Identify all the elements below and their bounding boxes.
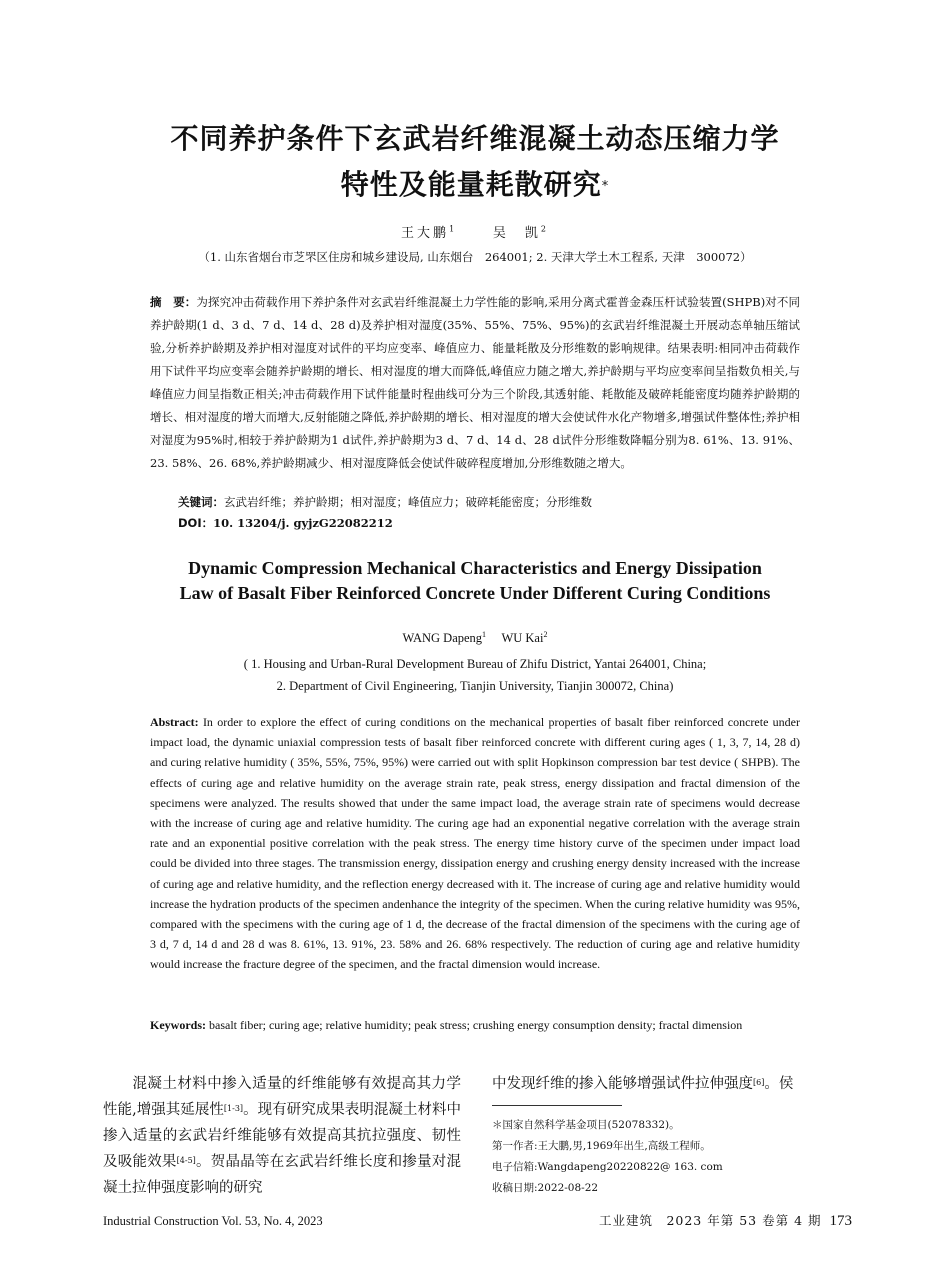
body-right-text-2: 。侯 [764, 1076, 794, 1092]
body-right-text-1: 中发现纤维的掺入能够增强试件拉伸强度 [492, 1076, 753, 1092]
author2-cn-sup: 2 [540, 224, 549, 234]
footnote-author: 第一作者:王大鹏,男,1969年出生,高级工程师。 [492, 1140, 711, 1152]
body-left-text-2: 。现有研究成果表明混凝土材料中掺入适量的玄武岩纤维能够有效提高其抗拉强度、韧性及吸能效果 [103, 1102, 462, 1170]
citation-6[interactable]: [6] [753, 1078, 765, 1087]
author2-en-sup: 2 [543, 630, 548, 639]
author1-en-sup: 1 [482, 630, 487, 639]
author2-en: WU Kai [501, 631, 544, 646]
footer-journal-cn-text: 工业建筑 2023 年第 53 卷第 4 期 [598, 1213, 822, 1228]
body-left-text-3: 。贺晶晶等在玄武岩纤维长度和掺量对混凝土拉伸强度影响的研究 [103, 1154, 462, 1196]
footnote-fund: ＊国家自然科学基金项目(52078332)。 [492, 1119, 680, 1131]
citation-1-3[interactable]: [1-3] [223, 1104, 244, 1113]
body-left-text-1: 混凝土材料中掺入适量的纤维能够有效提高其力学性能,增强其延展性 [103, 1076, 461, 1118]
author2-cn: 吴 凯 [492, 226, 541, 241]
title-en-line1: Dynamic Compression Mechanical Characteristics and Energy Dissipation [188, 558, 762, 578]
paper-title-cn [0, 116, 950, 208]
footer-journal-en: Industrial Construction Vol. 53, No. 4, 2023 [103, 1214, 323, 1228]
title-cn-line2-text: 特性及能量耗散研究 [340, 168, 602, 201]
affiliation-en-line2: 2. Department of Civil Engineering, Tianjin University, Tianjin 300072, China) [276, 679, 674, 693]
author1-cn: 王大鹏 [401, 226, 450, 241]
keywords-cn [178, 494, 800, 510]
abstract-cn-label: 摘 要： [150, 295, 197, 309]
footer-journal-cn [599, 1211, 852, 1230]
affiliation-en-line1: ( 1. Housing and Urban-Rural Development Bureau of Zhifu District, Yantai 264001, China; [243, 657, 707, 671]
abstract-en [150, 712, 800, 975]
keywords-en [150, 1015, 800, 1035]
keywords-cn-text: 玄武岩纤维；养护龄期；相对湿度；峰值应力；破碎耗能密度；分形维数 [224, 495, 592, 509]
author1-en: WANG Dapeng [402, 631, 483, 646]
page-number: 173 [829, 1213, 852, 1229]
body-column-left [103, 1071, 461, 1201]
title-en-line2: Law of Basalt Fiber Reinforced Concrete Under Different Curing Conditions [179, 583, 771, 603]
affiliation-cn: （1. 山东省烟台市芝罘区住房和城乡建设局, 山东烟台 264001; 2. 天津大学土木工程系, 天津 300072） [198, 250, 752, 264]
doi-text[interactable]: 10. 13204/j. gyjzG22082212 [213, 516, 393, 530]
footnote-email[interactable]: 电子信箱:Wangdapeng20220822@ 163. com [492, 1161, 723, 1173]
footnote-received: 收稿日期:2022-08-22 [492, 1182, 599, 1194]
abstract-cn [150, 291, 800, 475]
keywords-en-text: basalt fiber; curing age; relative humidity; peak stress; crushing energy consumption density; fractal dimension [209, 1018, 743, 1032]
doi-label: DOI： [178, 516, 214, 530]
paper-title-en [0, 556, 950, 606]
affiliation-en [0, 653, 950, 697]
citation-4-5[interactable]: [4-5] [176, 1156, 196, 1165]
title-cn-line2 [0, 162, 950, 208]
body-column-right [492, 1071, 850, 1097]
title-funding-mark: * [601, 179, 610, 194]
abstract-en-text: In order to explore the effect of curing conditions on the mechanical properties of basalt fiber reinforced concrete under impact load, the dynamic uniaxial compression tests of basalt fiber reinforced concrete with different curing ages ( 1, 3, 7, 14, 28 d) and curing relative humidity ( 35%, 55%, 75%, 95%) were carried out with split Hopkinson compression bar test device ( SHPB). The effects of curing age and relative humidity on the average strain rate, peak stress, energy dissipation and fractal dimension of the specimens were analyzed. The results showed that under the same impact load, the average strain rate of specimens would decrease with the increase of curing age and relative humidity. The curing age had an exponential negative correlation with the average strain rate and an exponential positive correlation with the peak stress. The energy time history curve of the specimen under impact load could be divided into three stages. The transmission energy, dissipation energy and crushing energy density increased with the increase of curing age and relative humidity, and the reflection energy decreased with it. The increase of curing age and relative humidity would increase the hydration products of the specimen andenhance the integrity of the specimen. When the curing relative humidity was 95%, compared with the specimens with the curing age of 1 d, the decrease of the fractal dimension of the specimens with the curing age of 3 d, 7 d, 14 d and 28 d was 8. 61%, 13. 91%, 23. 58% and 26. 68% respectively. The reduction of curing age and relative humidity would increase the fracture degree of the specimen, and the fractal dimension would increase. [150, 715, 801, 972]
authors-cn [0, 222, 950, 241]
author1-cn-sup: 1 [449, 224, 458, 234]
abstract-cn-text: 为探究冲击荷载作用下养护条件对玄武岩纤维混凝土力学性能的影响,采用分离式霍普金森压杆试验装置(SHPB)对不同养护龄期(1 d、3 d、7 d、14 d、28 d)及养护相对湿度(35%、55%、75%、95%)的玄武岩纤维混凝土开展动态单轴压缩试验,分析养护龄期及养护相对湿度对试件的平均应变率、峰值应力、能量耗散及分形维数的影响规律。结果表明:相同冲击荷载作用下试件平均应变率会随养护龄期的增长、相对湿度的增大而降低,峰值应力随之增大,养护龄期与平均应变率间呈指数负相关,与峰值应力间呈指数正相关;冲击荷载作用下试件能量时程曲线可分为三个阶段,其透射能、耗散能及破碎耗能密度均随养护龄期的增长、相对湿度的增大而增大,反射能随之降低,养护龄期的增长、相对湿度的增大会使试件水化产物增多,增强试件整体性;养护相对湿度为95%时,相较于养护龄期为1 d试件,养护龄期为3 d、7 d、14 d、28 d试件分形维数降幅分别为8. 61%、13. 91%、23. 58%、26. 68%,养护龄期减少、相对湿度降低会使试件破碎程度增加,分形维数随之增大。 [150, 295, 801, 470]
footnotes [492, 1115, 850, 1199]
doi [178, 515, 393, 531]
authors-en [0, 630, 950, 646]
keywords-en-label: Keywords: [150, 1018, 206, 1032]
abstract-en-label: Abstract: [150, 715, 199, 729]
keywords-cn-label: 关键词： [178, 495, 224, 509]
footnote-divider [492, 1105, 622, 1106]
title-cn-line1: 不同养护条件下玄武岩纤维混凝土动态压缩力学 [170, 122, 780, 155]
